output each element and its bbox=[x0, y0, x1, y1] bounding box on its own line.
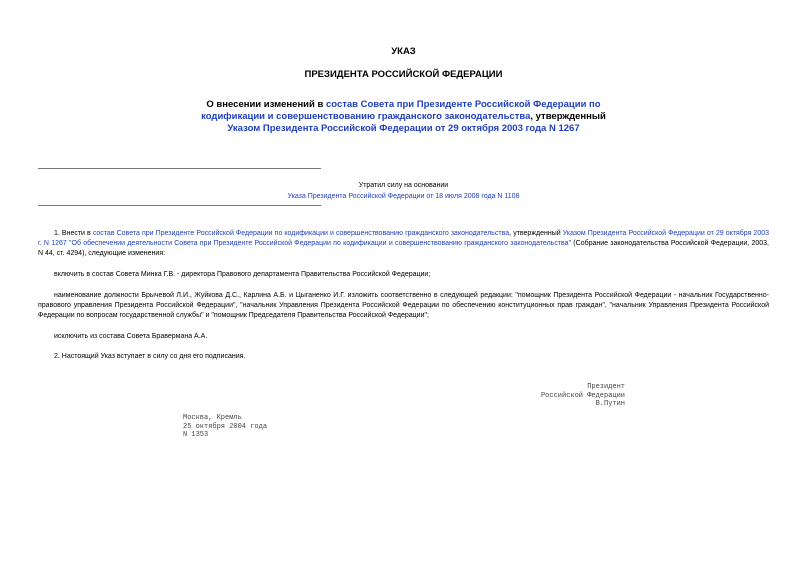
p1-decree-link[interactable]: Указом Президента Российской Федерации от 29 октября 2003 г. N 1267 "Об обеспечении деятельности Совета при Президенте Российской Федерации по кодификации и совершенствованию гражданского законодательства" bbox=[38, 230, 770, 247]
p1-mid: , утвержденный bbox=[509, 230, 563, 237]
document-title bbox=[200, 99, 607, 135]
place: Москва, Кремль bbox=[183, 414, 242, 422]
divider-bottom bbox=[38, 205, 321, 206]
place-date-block bbox=[183, 414, 267, 440]
repeal-decree-link[interactable]: Указа Президента Российской Федерации от 18 июля 2008 года N 1108 bbox=[287, 193, 520, 200]
paragraph-3: наименование должности Брычевой Л.И., Жуйкова Д.С., Карлина А.Б. и Цыганенко И.Г. изложить соответственно в следующей редакции: "помощник Президента Российской Федерации - начальник Государственно-правового управления Президента Российской Федерации", "начальник Управления Президента Российской Федерации по обеспечению конституционных прав граждан", "начальник Управления Президента Российской Федерации по вопросам государственной службы" и "помощник Председателя Правительства Российской Федерации"; bbox=[38, 292, 769, 319]
paragraph-5: 2. Настоящий Указ вступает в силу со дня его подписания. bbox=[54, 353, 246, 360]
decree-heading: УКАЗ bbox=[391, 46, 416, 57]
p1-start: 1. Внести в bbox=[54, 230, 93, 237]
title-text-2: , утвержденный bbox=[530, 111, 606, 122]
p1-end: (Собрание законодательства Российской Федерации, 2003, N 44, ст. 4294), следующие изменения: bbox=[38, 240, 770, 257]
issuer-heading: ПРЕЗИДЕНТА РОССИЙСКОЙ ФЕДЕРАЦИИ bbox=[304, 69, 503, 80]
signature-block bbox=[520, 383, 625, 409]
signature-title: Президент bbox=[587, 383, 625, 391]
divider-top bbox=[38, 168, 321, 169]
date: 25 октября 2004 года bbox=[183, 422, 268, 431]
paragraph-4: исключить из состава Совета Бравермана А.А. bbox=[54, 333, 208, 340]
paragraph-1 bbox=[38, 229, 769, 259]
p1-council-link[interactable]: состав Совета при Президенте Российской Федерации по кодификации и совершенствованию гражданского законодательства bbox=[92, 230, 510, 237]
decree-number: N 1353 bbox=[183, 431, 209, 439]
status-notice bbox=[200, 180, 607, 202]
title-text: О внесении изменений в bbox=[206, 99, 326, 110]
paragraph-2: включить в состав Совета Минка Г.В. - директора Правового департамента Правительства Российской Федерации; bbox=[54, 271, 431, 278]
decree-1267-link[interactable]: Указом Президента Российской Федерации от 29 октября 2003 года N 1267 bbox=[227, 123, 580, 134]
signature-name: В.Путин bbox=[595, 400, 625, 408]
signature-country: Российской Федерации bbox=[540, 391, 625, 400]
status-text: Утратил силу на основании bbox=[358, 182, 449, 189]
council-composition-link[interactable]: состав Совета при Президенте Российской Федерации по кодификации и совершенствованию гражданского законодательства bbox=[201, 99, 601, 122]
